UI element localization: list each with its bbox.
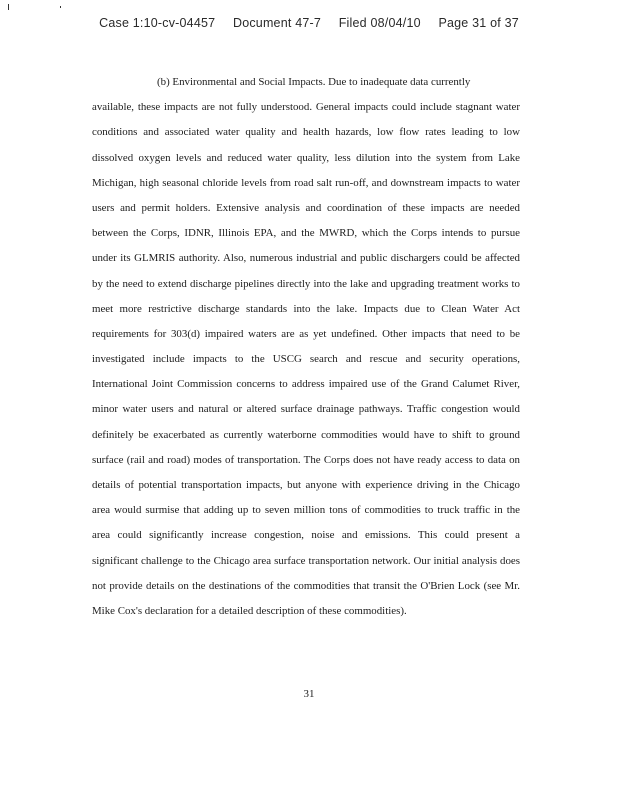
page-number: 31 [303,688,315,700]
paragraph-line: between the Corps, IDNR, Illinois EPA, and the MWRD, which the Corps intends to pursue [92,227,520,240]
paragraph-line: (b) Environmental and Social Impacts. Due to inadequate data currently [157,76,471,88]
body-paragraph [92,70,520,624]
paragraph-line: requirements for 303(d) impaired waters are as yet undefined. Other impacts that need to be [92,327,520,340]
paragraph-line: area could significantly increase congestion, noise and emissions. This could present a [92,529,520,542]
document-number: Document 47-7 [232,16,322,30]
paragraph-line: significant challenge to the Chicago area surface transportation network. Our initial analysis does [92,554,520,567]
court-filing-header [0,16,618,30]
paragraph-line: not provide details on the destinations of the commodities that transit the O'Brien Lock (see Mr. [92,579,520,592]
paragraph-line: Mike Cox's declaration for a detailed description of these commodities). [92,604,407,617]
paragraph-line: surface (rail and road) modes of transportation. The Corps does not have ready access to data on [92,453,520,466]
paragraph-line: definitely be exacerbated as currently waterborne commodities would have to shift to ground [92,428,520,441]
page-indicator: Page 31 of 37 [438,16,519,30]
paragraph-line: meet more restrictive discharge standards into the lake. Impacts due to Clean Water Act [92,302,520,315]
scan-mark [8,4,9,10]
scan-mark [60,6,61,8]
filed-date: Filed 08/04/10 [338,16,421,30]
paragraph-line: Michigan, high seasonal chloride levels from road salt run-off, and downstream impacts to water [92,176,520,189]
paragraph-line: users and permit holders. Extensive analysis and coordination of these impacts are needed [92,201,520,214]
paragraph-line: dissolved oxygen levels and reduced water quality, less dilution into the system from Lake [92,151,520,164]
paragraph-line: minor water users and natural or altered surface drainage pathways. Traffic congestion would [92,403,520,416]
paragraph-line: International Joint Commission concerns to address impaired use of the Grand Calumet River, [92,378,520,391]
paragraph-line: investigated include impacts to the USCG search and rescue and security operations, [92,353,520,366]
paragraph-line: details of potential transportation impacts, but anyone with experience driving in the Chicago [92,479,520,491]
paragraph-line: under its GLMRIS authority. Also, numerous industrial and public dischargers could be affected [92,252,520,265]
paragraph-line: conditions and associated water quality and health hazards, low flow rates leading to low [92,126,520,139]
paragraph-line: available, these impacts are not fully understood. General impacts could include stagnant water [92,101,520,114]
paragraph-line: by the need to extend discharge pipelines directly into the lake and upgrading treatment works to [92,277,520,290]
case-number: Case 1:10-cv-04457 [99,16,216,30]
paragraph-line: area would surmise that adding up to seven million tons of commodities to truck traffic in the [92,504,520,517]
